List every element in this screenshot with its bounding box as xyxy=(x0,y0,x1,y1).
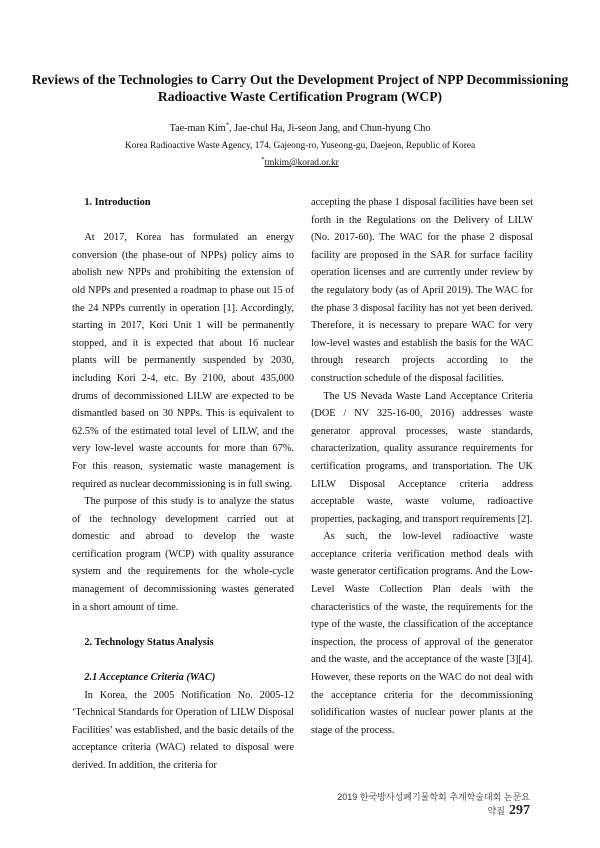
email-mark: * xyxy=(261,155,265,163)
affiliation: Korea Radioactive Waste Agency, 174, Gajeong-ro, Yuseong-gu, Daejeon, Republic of Korea xyxy=(124,141,476,151)
proceedings-title: 2019 한국방사성폐기물학회 추계학술대회 논문요약집 xyxy=(337,792,530,816)
left-column xyxy=(72,194,294,775)
intro-paragraph-1: At 2017, Korea has formulated an energy conversion (the phase-out of NPPs) policy aims to abolish new NPPs and prohibiting the extension of old NPPs and presented a roadmap to phase out 15 of the 24 NPPs currently in operation [1]. Accordingly, starting in 2017, Kori Unit 1 will be permanently stopped, and it is expected that about 16 nuclear plants will be permanently suspended by 2030, including Kori 2-4, etc. By 2100, about 435,000 drums of decommissioned LILW are expected to be dismantled based on 30 NPPs. This is equivalent to 62.5% of the estimated total level of LILW, and the very low-level waste accounts for more than 67%. For this reason, systematic waste management is required as nuclear decommissioning is in full swing. xyxy=(72,232,294,490)
corresponding-mark: * xyxy=(225,121,229,129)
wac-paragraph-continued: accepting the phase 1 disposal facilities have been set forth in the Regulations on the Delivery of LILW (No. 2017-60). The WAC for the phase 2 disposal facility are proposed in the SAR for surface facility operation licenses and are currently under review by the regulatory body (as of April 2019). The WAC for the phase 3 disposal facility has not yet been derived. Therefore, it is necessary to prepare WAC for very low-level wastes and establish the basis for the WAC through research projects according to the construction schedule of the disposal facilities. xyxy=(311,197,533,384)
us-nevada-paragraph: The US Nevada Waste Land Acceptance Criteria (DOE / NV 325-16-00, 2016) addresses waste generator approval processes, waste standards, characterization, quality assurance requirements for certification programs, and transportation. The UK LILW Disposal Acceptance criteria address acceptable waste, waste volume, radioactive properties, packaging, and transport requirements [2]. xyxy=(311,390,533,525)
corresponding-author: Tae-man Kim xyxy=(169,123,226,134)
contact-email xyxy=(0,157,600,169)
intro-paragraph-2: The purpose of this study is to analyze the status of the technology development carried out at domestic and abroad to develop the waste certification program (WCP) with quality assurance system and the requirements for the whole-cycle management of decommissioning wastes generated in a short amount of time. xyxy=(72,496,294,613)
verification-paragraph: As such, the low-level radioactive waste acceptance criteria verification method deals with waste generator certification programs. And the Low-Level Waste Collection Plan deals with the characteristics of the waste, the requirements for the type of the waste, the classification of the acceptance inspection, the process of approval of the generator and the waste, and the acceptance of the waste [3][4]. However, these reports on the WAC do not deal with the acceptance criteria for the decommissioning solidification wastes of nuclear power plants at the stage of the process. xyxy=(311,531,533,736)
page-number: 297 xyxy=(509,803,530,818)
paper-title: Reviews of the Technologies to Carry Out the Development Project of NPP Decommissioning Radioactive Waste Certification Program (WCP) xyxy=(31,72,569,104)
email-address[interactable]: tmkim@korad.or.kr xyxy=(264,158,339,168)
subsection-heading-wac: 2.1 Acceptance Criteria (WAC) xyxy=(84,672,216,684)
section-heading-technology-status: 2. Technology Status Analysis xyxy=(84,636,214,648)
section-heading-introduction: 1. Introduction xyxy=(84,197,151,208)
right-column xyxy=(311,194,533,739)
co-authors: , Jae-chul Ha, Ji-seon Jang, and Chun-hyung Cho xyxy=(228,123,431,134)
wac-paragraph-1: In Korea, the 2005 Notification No. 2005-12 ‘Technical Standards for Operation of LILW Disposal Facilities’ was established, and the basic details of the acceptance criteria (WAC) related to disposal were derived. In addition, the criteria for xyxy=(72,689,294,771)
page-footer xyxy=(330,790,530,819)
author-list xyxy=(0,122,600,135)
